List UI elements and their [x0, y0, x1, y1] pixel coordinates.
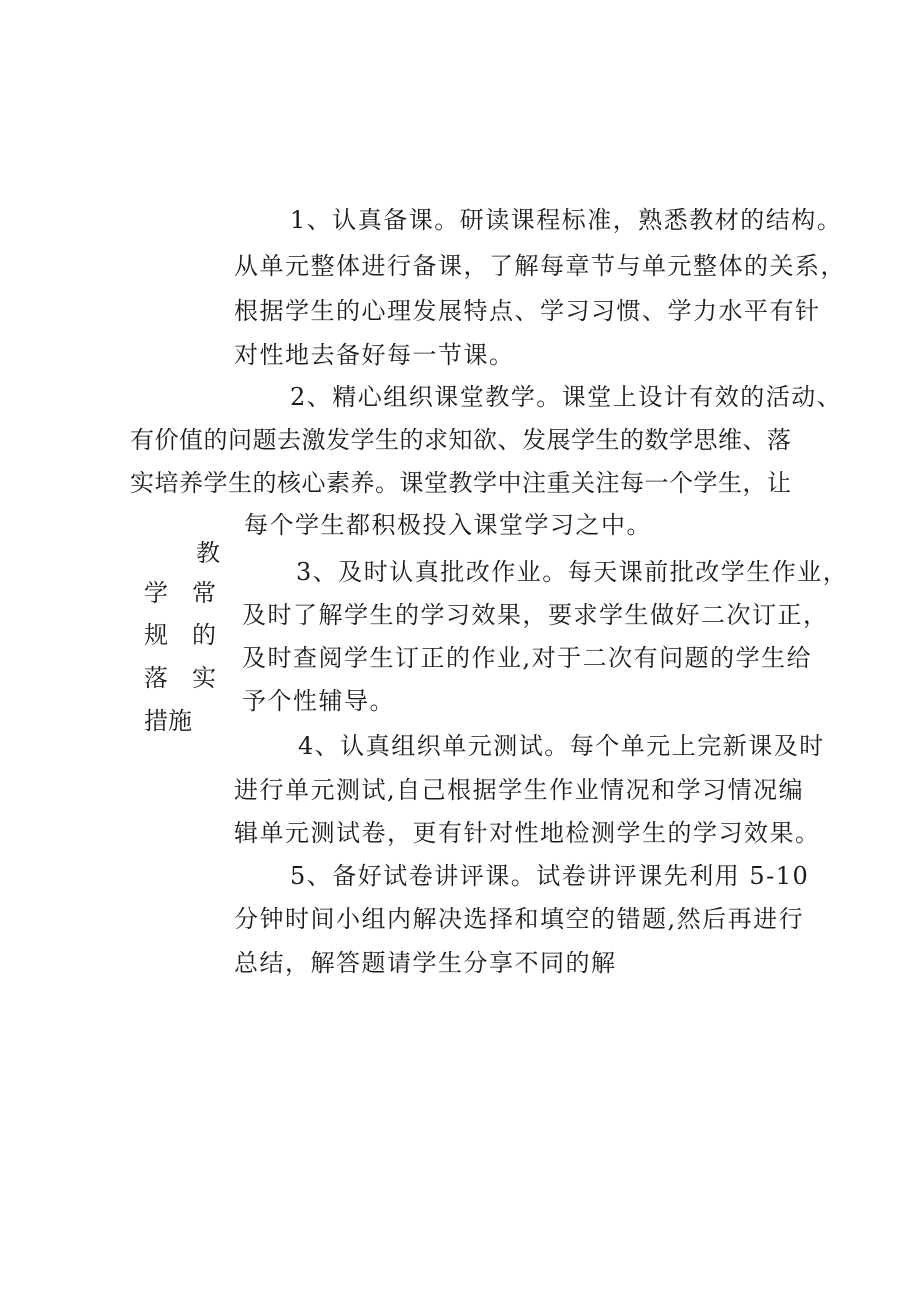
paragraph-3-line: 及时了解学生的学习效果，要求学生做好二次订正， [242, 601, 829, 629]
paragraph-1-line: 对性地去备好每一节课。 [234, 341, 515, 369]
paragraph-4-line: 进行单元测试,自己根据学生作业情况和学习情况编 [234, 776, 805, 804]
paragraph-3-line: 及时查阅学生订正的作业,对于二次有问题的学生给 [242, 644, 813, 672]
paragraph-5-line: 5、备好试卷讲评课。试卷讲评课先利用 5-10 [290, 862, 810, 890]
paragraph-4-line: 4、认真组织单元测试。每个单元上完新课及时 [298, 732, 825, 760]
paragraph-3-line: 3、及时认真批改作业。每天课前批改学生作业， [296, 558, 849, 586]
paragraph-1-line: 根据学生的心理发展特点、学习习惯、学力水平有针 [234, 297, 821, 325]
side-label-line: 教 [196, 539, 220, 567]
paragraph-5-line: 分钟时间小组内解决选择和填空的错题,然后再进行 [234, 905, 805, 933]
side-label-line: 学 常 [144, 579, 216, 607]
paragraph-2-line: 有价值的问题去激发学生的求知欲、发展学生的数学思维、落 [130, 426, 792, 454]
paragraph-1-line: 从单元整体进行备课，了解每章节与单元整体的关系， [234, 252, 846, 280]
side-label-line: 落 实 [144, 664, 216, 692]
paragraph-2-line: 每个学生都积极投入课堂学习之中。 [244, 511, 652, 539]
paragraph-1-line: 1、认真备课。研读课程标准，熟悉教材的结构。 [290, 206, 843, 234]
side-label-line: 规 的 [144, 621, 216, 649]
side-label-line: 措施 [144, 707, 192, 735]
paragraph-3-line: 予个性辅导。 [242, 687, 395, 715]
paragraph-5-line: 总结，解答题请学生分享不同的解 [234, 949, 617, 977]
paragraph-4-line: 辑单元测试卷，更有针对性地检测学生的学习效果。 [234, 819, 821, 847]
paragraph-2-line: 2、精心组织课堂教学。课堂上设计有效的活动、 [290, 383, 843, 411]
paragraph-2-line: 实培养学生的核心素养。课堂教学中注重关注每一个学生，让 [130, 469, 792, 497]
